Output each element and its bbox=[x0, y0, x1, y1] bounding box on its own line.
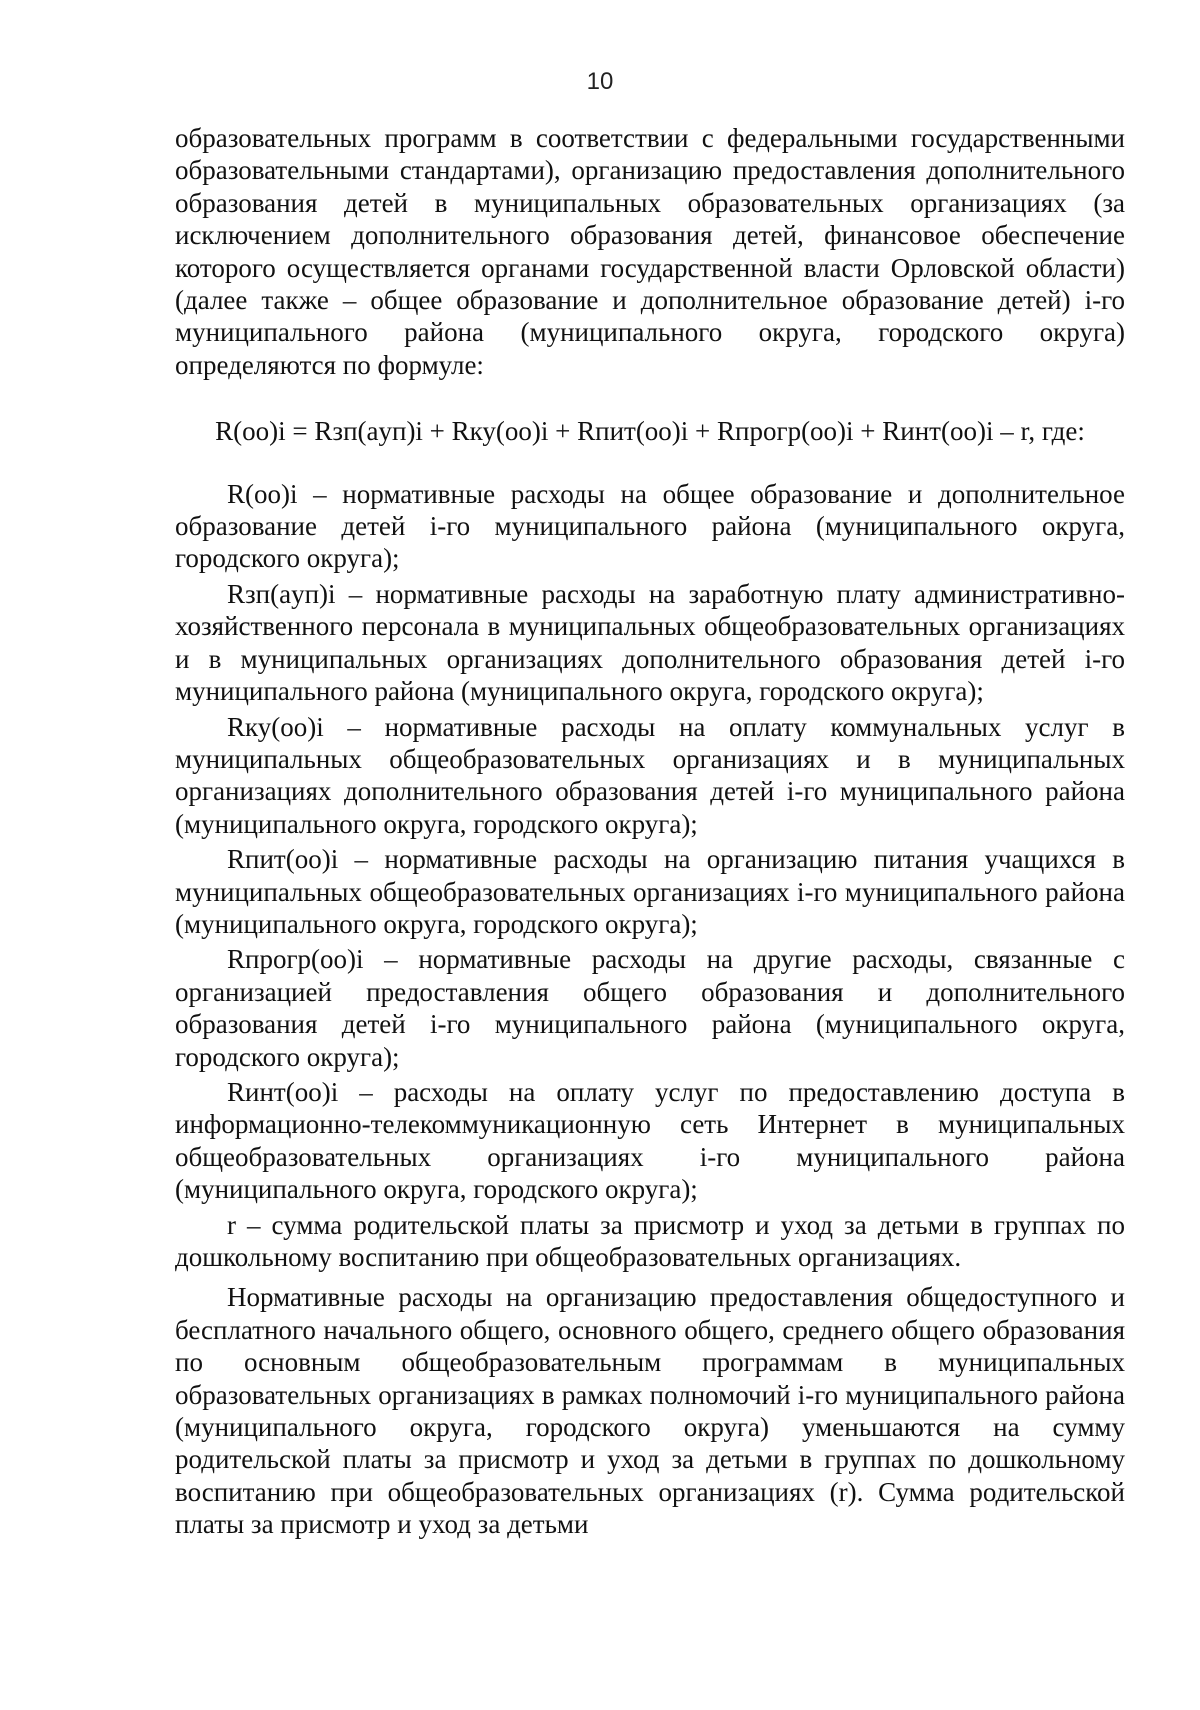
document-body bbox=[175, 122, 1125, 1541]
intro-paragraph: образовательных программ в соответствии с федеральными государственными образовательными стандартами), организацию предоставления дополнительного образования детей в муниципальных образовательных организациях (за исключением дополнительного образования детей, финансовое обеспечение которого осуществляется органами государственной власти Орловской области) (далее также – общее образование и дополнительное образование детей) i-го муниципального района (муниципального округа, городского округа) определяются по формуле: bbox=[175, 123, 1125, 380]
definition-other: Rпрогр(оо)i – нормативные расходы на другие расходы, связанные с организацией предоставления общего образования и дополнительного образования детей i-го муниципального района (муниципального округа, городского округа); bbox=[175, 944, 1125, 1072]
definition-utilities: Rку(оо)i – нормативные расходы на оплату коммунальных услуг в муниципальных общеобразовательных организациях и в муниципальных организациях дополнительного образования детей i-го муниципального района (муниципального округа, городского округа); bbox=[175, 711, 1125, 839]
page-number: 10 bbox=[586, 68, 614, 95]
formula: R(oo)i = Rзп(аyп)i + Rку(оо)i + Rпит(оо)i + Rпрогр(оо)i + Rинт(оо)i – r, где: bbox=[215, 416, 1085, 447]
closing-paragraph: Нормативные расходы на организацию предоставления общедоступного и бесплатного начального общего, основного общего, среднего общего образования по основным общеобразовательным программам в муниципальных образовательных организациях в рамках полномочий i-го муниципального района (муниципального округа, городского округа) уменьшаются на сумму родительской платы за присмотр и уход за детьми в группах по дошкольному воспитанию при общеобразовательных организациях (r). Сумма родительской платы за присмотр и уход за детьми bbox=[175, 1282, 1125, 1540]
definitions-list bbox=[175, 478, 1125, 1274]
definition-parent-fee: r – сумма родительской платы за присмотр и уход за детьми в группах по дошкольному воспитанию при общеобразовательных организациях. bbox=[175, 1209, 1125, 1272]
definition-internet: Rинт(оо)i – расходы на оплату услуг по предоставлению доступа в информационно-телекоммуникационную сеть Интернет в муниципальных общеобразовательных организациях i-го муниципального района (муниципального округа, городского округа); bbox=[175, 1076, 1125, 1205]
definition-meals: Rпит(оо)i – нормативные расходы на организацию питания учащихся в муниципальных общеобразовательных организациях i-го муниципального района (муниципального округа, городского округа); bbox=[175, 844, 1125, 939]
definition-total: R(oo)i – нормативные расходы на общее образование и дополнительное образование детей i-го муниципального района (муниципального округа, городского округа); bbox=[175, 478, 1125, 574]
definition-salary: Rзп(аyп)i – нормативные расходы на заработную плату административно-хозяйственного персонала в муниципальных общеобразовательных организациях и в муниципальных организациях дополнительного образования детей i-го муниципального района (муниципального округа, городского округа); bbox=[175, 578, 1125, 707]
